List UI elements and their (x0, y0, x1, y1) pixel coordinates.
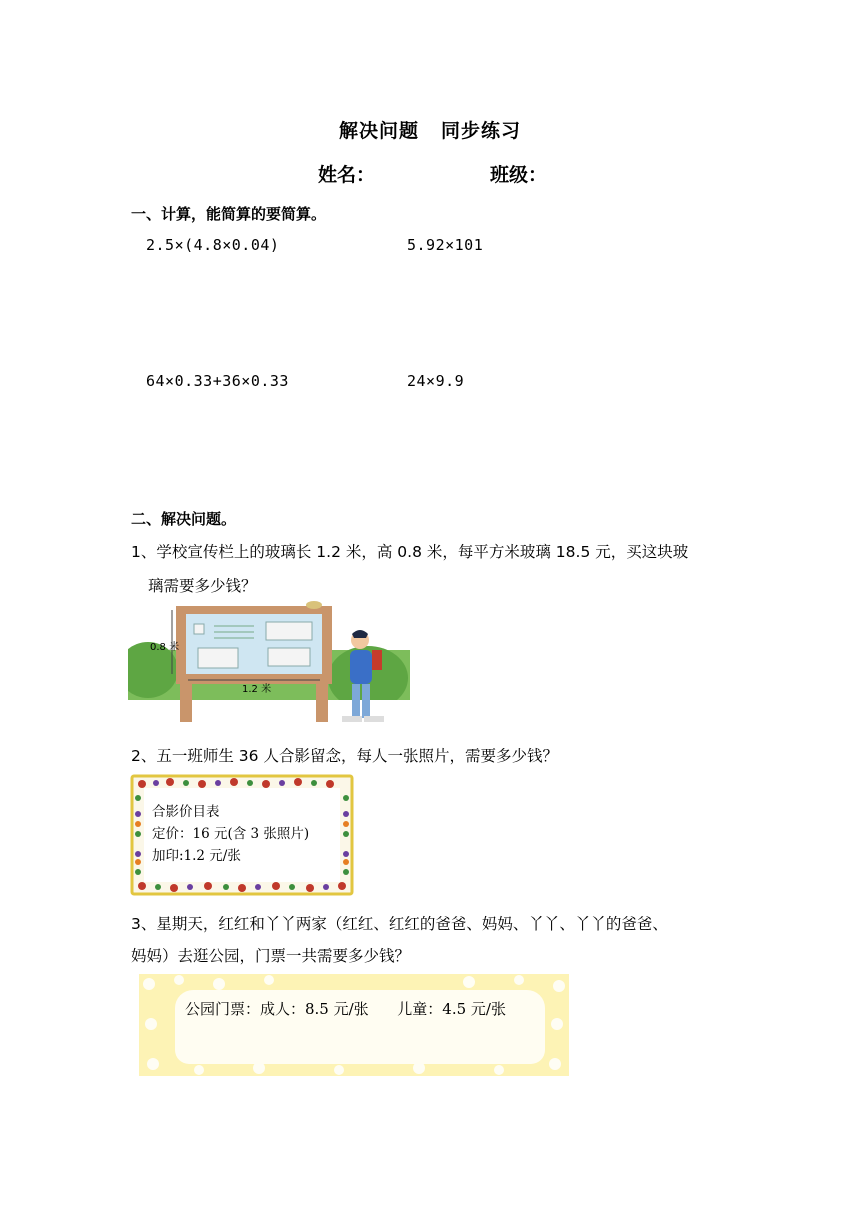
expression-3: 64×0.33+36×0.33 (146, 372, 289, 390)
expression-4: 24×9.9 (407, 372, 465, 390)
title-part-1: 解决问题 (338, 120, 419, 142)
section2-heading: 二、解决问题。 (131, 510, 237, 528)
board-item (194, 624, 204, 634)
board-item (198, 648, 238, 668)
question-1-line-1: 1、学校宣传栏上的玻璃长 1.2 米，高 0.8 米，每平方米玻璃 18.5 元，买这块玻 (131, 543, 689, 561)
expression-2: 5.92×101 (407, 236, 484, 254)
page-title (0, 116, 860, 143)
title-part-2: 同步练习 (441, 120, 522, 142)
person-leg-right (362, 684, 370, 718)
bulletin-board-svg (128, 600, 410, 730)
person-shoe-right (364, 716, 384, 722)
section1-heading: 一、计算，能简算的要简算。 (131, 205, 327, 223)
person-shirt (350, 650, 372, 684)
board-item (266, 622, 312, 640)
expression-1: 2.5×(4.8×0.04) (146, 236, 280, 254)
ticket-text: 公园门票：成人：8.5 元/张 儿童：4.5 元/张 (185, 1000, 506, 1018)
name-label: 姓名： (318, 164, 376, 186)
height-label: 0.8 米 (150, 642, 180, 653)
card-extra: 加印:1.2 元/张 (152, 848, 241, 864)
person-leg-left (352, 684, 360, 718)
price-card (130, 774, 354, 896)
bulletin-board-illustration (128, 600, 410, 730)
question-3-line-2: 妈妈）去逛公园，门票一共需要多少钱？ (131, 947, 411, 965)
bird (306, 601, 322, 609)
width-label: 1.2 米 (242, 684, 272, 695)
question-2-line-1: 2、五一班师生 36 人合影留念，每人一张照片，需要多少钱？ (131, 747, 558, 765)
person-hair (352, 630, 368, 638)
class-label: 班级： (490, 164, 548, 186)
person-backpack (372, 650, 382, 670)
board-item (268, 648, 310, 666)
card-title: 合影价目表 (152, 804, 220, 820)
card-price: 定价：16 元(含 3 张照片) (152, 826, 310, 842)
person-shoe-left (342, 716, 362, 722)
ticket-price-box (139, 974, 569, 1076)
question-3-line-1: 3、星期天，红红和丫丫两家（红红、红红的爸爸、妈妈、丫丫、丫丫的爸爸、 (131, 915, 668, 933)
question-1-line-2: 璃需要多少钱？ (148, 577, 257, 595)
